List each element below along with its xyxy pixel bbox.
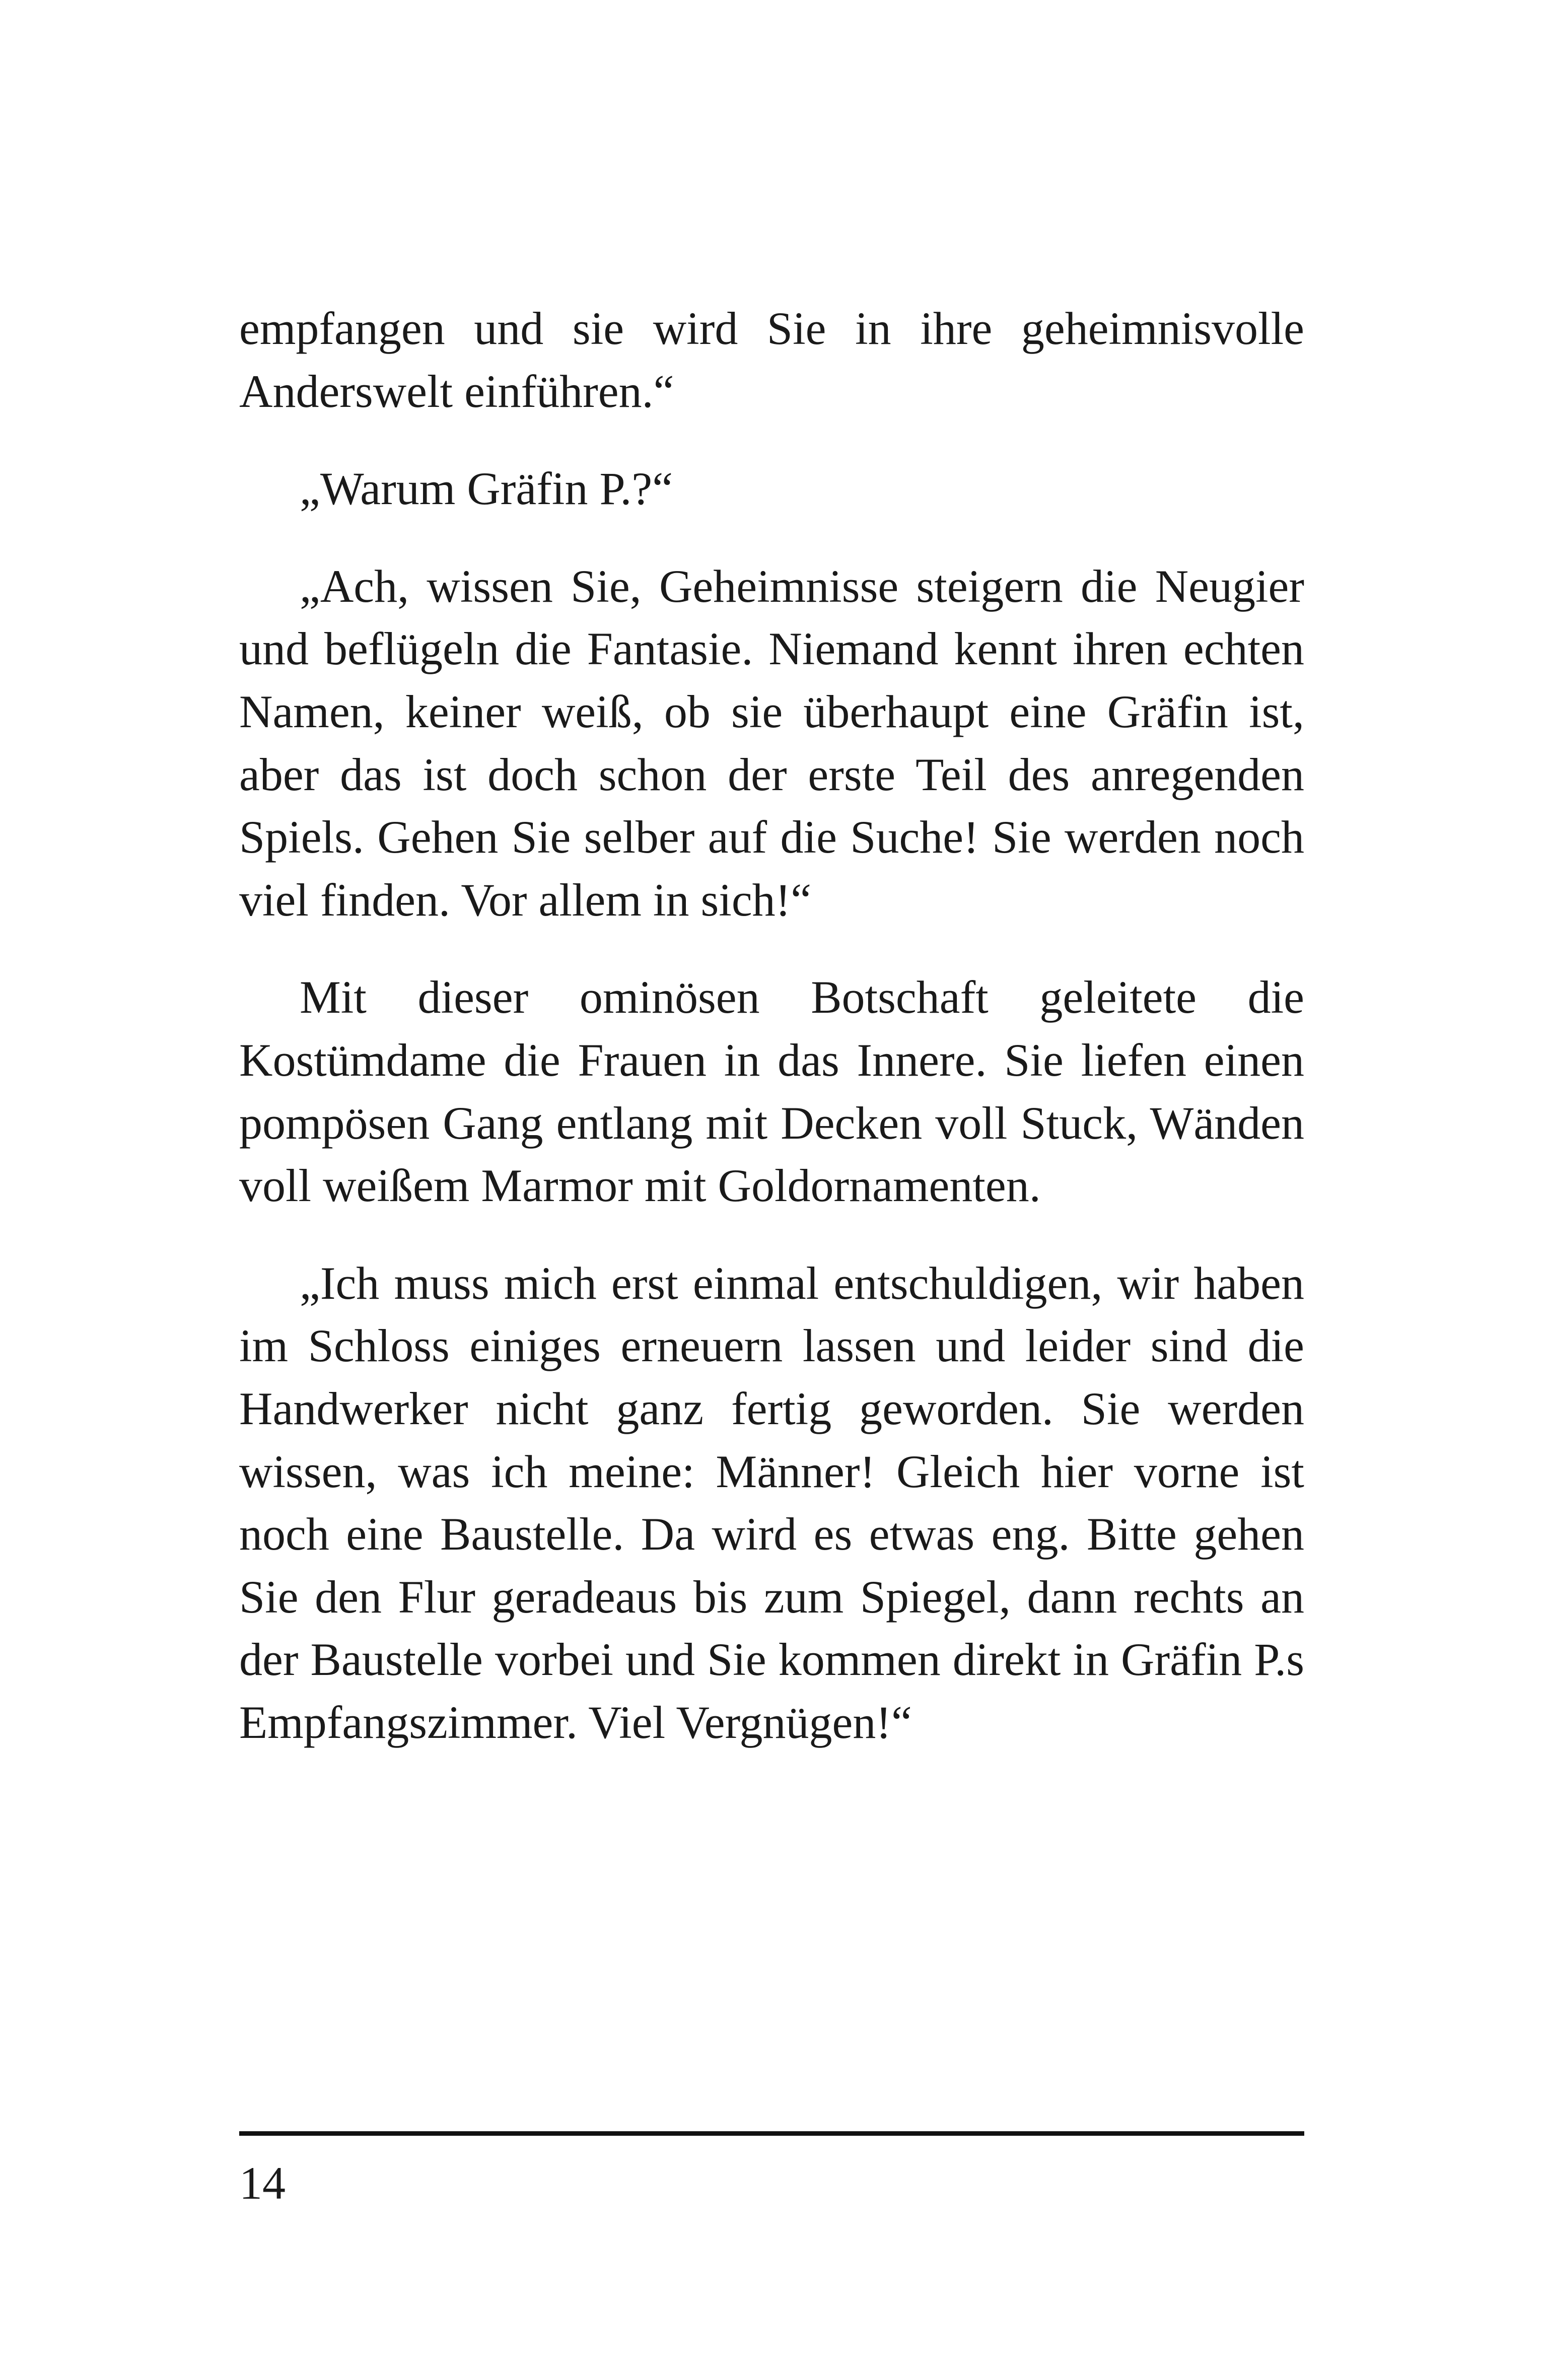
body-text	[239, 297, 1304, 1788]
paragraph-continuation: empfangen und sie wird Sie in ihre geheimnisvolle Anderswelt einführen.“	[239, 303, 1304, 417]
page-number: 14	[239, 2157, 286, 2209]
paragraph-hallway: Mit dieser ominösen Botschaft geleitete die Kostümdame die Frauen in das Innere. Sie liefen einen pompösen Gang entlang mit Decken voll Stuck, Wänden voll weißem Marmor mit Goldornamenten.	[239, 971, 1304, 1212]
paragraph-apology: „Ich muss mich erst einmal entschuldigen, wir haben im Schloss einiges erneuern lassen und leider sind die Handwerker nicht ganz fertig geworden. Sie werden wissen, was ich meine: Männer! Gleich hier vorne ist noch eine Baustelle. Da wird es etwas eng. Bitte gehen Sie den Flur geradeaus bis zum Spiegel, dann rechts an der Baustelle vorbei und Sie kommen direkt in Gräfin P.s Empfangszimmer. Viel Vergnügen!“	[239, 1257, 1304, 1748]
paragraph-question: „Warum Gräfin P.?“	[300, 463, 673, 515]
footer-divider	[239, 2131, 1304, 2136]
paragraph-secrets: „Ach, wissen Sie, Geheimnisse steigern die Neugier und beflügeln die Fantasie. Niemand kennt ihren echten Namen, keiner weiß, ob sie überhaupt eine Gräfin ist, aber das ist doch schon der erste Teil des anregenden Spiels. Gehen Sie selber auf die Suche! Sie werden noch viel finden. Vor allem in sich!“	[239, 560, 1304, 926]
